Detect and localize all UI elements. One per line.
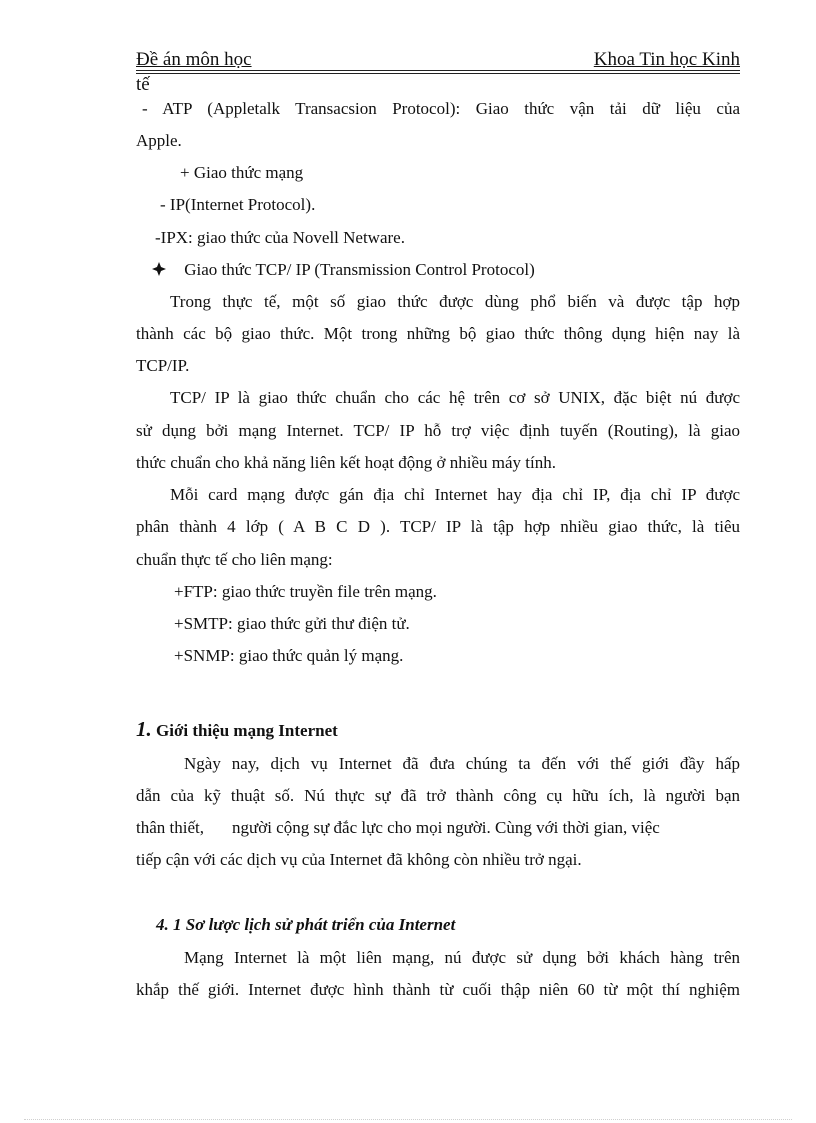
text-fragment: người cộng sự đắc lực cho mọi người. Cùng với thời gian, việc — [231, 818, 660, 837]
section-number: 1. — [136, 717, 152, 741]
text-line: thức chuẩn cho khả năng liên kết hoạt động ở nhiều máy tính. — [136, 453, 556, 472]
header-faculty: Khoa Tin học Kinh — [593, 49, 740, 70]
subsection-heading: 4. 1 Sơ lược lịch sử phát triển của Internet — [156, 915, 456, 934]
text-line: thành các bộ giao thức. Một trong những bộ giao thức thông dụng hiện nay là — [136, 324, 740, 343]
header-rule-double — [136, 73, 740, 74]
text-line: +FTP: giao thức truyền file trên mạng. — [174, 582, 437, 601]
text-line: Trong thực tế, một số giao thức được dùng phổ biến và được tập hợp — [170, 292, 740, 311]
text-line: - IP(Internet Protocol). — [160, 195, 316, 214]
diamond-bullet-icon — [152, 260, 166, 274]
header-course-title: Đề án môn học — [136, 49, 252, 70]
page-header — [136, 48, 740, 72]
text-line: Mỗi card mạng được gán địa chỉ Internet hay địa chỉ IP, địa chỉ IP được — [170, 485, 740, 504]
text-line: +SMTP: giao thức gửi thư điện tử. — [174, 614, 410, 633]
text-line: TCP/ IP là giao thức chuẩn cho các hệ trên cơ sở UNIX, đặc biệt nú được — [170, 388, 740, 407]
text-line: +SNMP: giao thức quản lý mạng. — [174, 646, 404, 665]
text-line: Mạng Internet là một liên mạng, nú được sử dụng bởi khách hàng trên — [184, 948, 740, 967]
text-line: - ATP (Appletalk Transacsion Protocol): Giao thức vận tải dữ liệu của — [142, 99, 740, 118]
text-line: khắp thế giới. Internet được hình thành từ cuối thập niên 60 từ một thí nghiệm — [136, 980, 740, 999]
text-line: Ngày nay, dịch vụ Internet đã đưa chúng ta đến với thế giới đầy hấp — [184, 754, 740, 773]
text-line: chuẩn thực tế cho liên mạng: — [136, 550, 333, 569]
text-line: Apple. — [136, 131, 182, 150]
text-line: + Giao thức mạng — [180, 163, 304, 182]
text-line: -IPX: giao thức của Novell Netware. — [155, 228, 405, 247]
text-fragment: thân thiết, — [136, 818, 204, 837]
text-line: TCP/IP. — [136, 356, 190, 375]
header-wrap-text: tế — [136, 74, 150, 95]
section-title: Giới thiệu mạng Internet — [156, 721, 338, 740]
text-line: phân thành 4 lớp ( A B C D ). TCP/ IP là tập hợp nhiều giao thức, là tiêu — [136, 517, 740, 536]
text-line: dẫn của kỹ thuật số. Nú thực sự đã trở thành công cụ hữu ích, là người bạn — [136, 786, 740, 805]
text-line — [136, 817, 740, 839]
page-bottom-border — [24, 1119, 792, 1120]
bullet-item — [152, 259, 756, 281]
header-rule — [136, 70, 740, 71]
section-heading — [136, 718, 740, 742]
bullet-text: Giao thức TCP/ IP (Transmission Control Protocol) — [184, 260, 535, 279]
text-line: tiếp cận với các dịch vụ của Internet đã không còn nhiều trở ngại. — [136, 850, 582, 869]
text-line: sử dụng bởi mạng Internet. TCP/ IP hỗ trợ việc định tuyến (Routing), là giao — [136, 421, 740, 440]
